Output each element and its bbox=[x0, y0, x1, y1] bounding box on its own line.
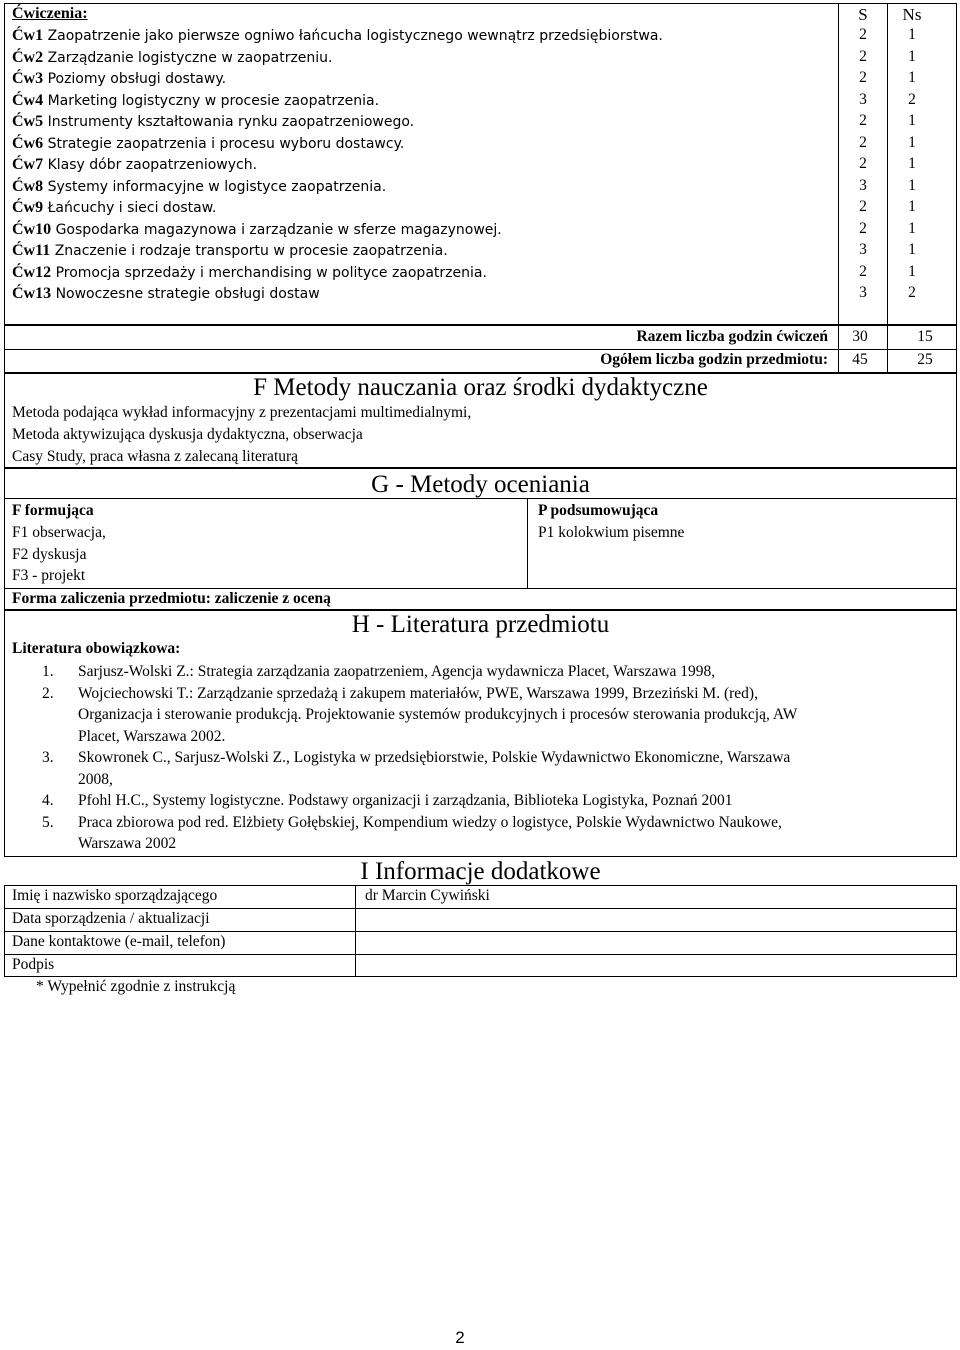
totals-divider bbox=[4, 349, 957, 350]
exercise-title: Poziomy obsługi dostawy. bbox=[47, 71, 227, 87]
exercise-code: Ćw8 bbox=[12, 177, 44, 195]
literature-item-line: Pfohl H.C., Systemy logistyczne. Podstawy organizacji i zarządzania, Biblioteka Logistyka, Poznań 2001 bbox=[78, 792, 733, 809]
exercise-code: Ćw6 bbox=[12, 134, 44, 152]
exercise-s-hours: 2 bbox=[859, 112, 867, 129]
exercise-title: Znaczenie i rodzaje transportu w procesie zaopatrzenia. bbox=[54, 243, 448, 259]
exercise-ns-hours: 1 bbox=[908, 112, 916, 129]
literature-number: 3. bbox=[42, 749, 54, 766]
info-label: Podpis bbox=[12, 956, 55, 973]
exercise-title: Systemy informacyjne w logistyce zaopatrzenia. bbox=[47, 178, 387, 195]
exercise-s-hours: 2 bbox=[859, 219, 867, 237]
exercise-code: Ćw3 bbox=[12, 70, 44, 87]
exercise-ns-hours: 1 bbox=[908, 198, 916, 215]
exercise-title: Łańcuchy i sieci dostaw. bbox=[47, 200, 217, 216]
total-subject-ns: 25 bbox=[917, 351, 933, 368]
exercise-code: Ćw5 bbox=[12, 113, 44, 130]
section-g-hline-2 bbox=[4, 588, 957, 589]
exercise-s-hours: 2 bbox=[859, 133, 867, 151]
section-f-line-2: Metoda aktywizująca dyskusja dydaktyczna, obserwacja bbox=[12, 426, 363, 443]
exercise-title: Marketing logistyczny w procesie zaopatrzenia. bbox=[47, 92, 380, 109]
exercise-title: Promocja sprzedaży i merchandising w polityce zaopatrzenia. bbox=[55, 264, 487, 281]
literature-item-line: Wojciechowski T.: Zarządzanie sprzedażą i zakupem materiałów, PWE, Warszawa 1999, Brzeziński M. (red), bbox=[78, 684, 758, 702]
exercise-s-hours: 2 bbox=[859, 262, 867, 280]
exercise-s-hours: 3 bbox=[859, 241, 867, 258]
literature-item-line: Organizacja i sterowanie produkcją. Projektowanie systemów produkcyjnych i procesów sterowania produkcją, AW bbox=[78, 706, 798, 723]
total-exercises-ns: 15 bbox=[917, 328, 933, 345]
exercise-code: Ćw11 bbox=[12, 242, 51, 259]
exercise-ns-hours: 1 bbox=[908, 26, 916, 43]
exercise-ns-hours: 1 bbox=[908, 155, 916, 172]
total-subject-s: 45 bbox=[852, 351, 868, 368]
info-value: dr Marcin Cywiński bbox=[365, 887, 490, 904]
total-exercises-s: 30 bbox=[852, 328, 868, 345]
section-g-title: G - Metody oceniania bbox=[371, 471, 590, 498]
exercise-ns-hours: 1 bbox=[908, 47, 916, 65]
col-ns-header: Ns bbox=[902, 5, 922, 24]
literature-item-line: Praca zbiorowa pod red. Elżbiety Gołębskiej, Kompendium wiedzy o logistyce, Polskie Wydawnictwo Naukowe, bbox=[78, 813, 782, 831]
exercise-s-hours: 3 bbox=[859, 284, 867, 301]
col-s-header: S bbox=[858, 5, 868, 24]
exercise-title: Klasy dóbr zaopatrzeniowych. bbox=[47, 157, 258, 173]
section-g-vline bbox=[527, 498, 528, 588]
exercise-s-hours: 2 bbox=[859, 47, 867, 65]
exercise-ns-hours: 2 bbox=[908, 284, 916, 301]
exercise-s-hours: 2 bbox=[859, 198, 867, 215]
info-label: Dane kontaktowe (e-mail, telefon) bbox=[12, 933, 226, 950]
exercise-ns-hours: 1 bbox=[908, 241, 916, 258]
exercise-row bbox=[12, 242, 448, 260]
total-exercises-label: Razem liczba godzin ćwiczeń bbox=[636, 328, 828, 345]
exercise-row bbox=[12, 70, 226, 88]
exercise-row bbox=[12, 92, 379, 110]
exercises-heading: Ćwiczenia: bbox=[12, 5, 88, 22]
formative-item-2: F2 dyskusja bbox=[12, 546, 87, 563]
formative-title: F formująca bbox=[12, 502, 94, 519]
exercise-s-hours: 2 bbox=[859, 26, 867, 43]
exercise-title: Instrumenty kształtowania rynku zaopatrzeniowego. bbox=[47, 114, 415, 130]
exercise-code: Ćw4 bbox=[12, 91, 44, 109]
exercise-row bbox=[12, 156, 257, 174]
exercise-code: Ćw1 bbox=[12, 27, 44, 44]
literature-number: 5. bbox=[42, 813, 54, 831]
section-f-line-1: Metoda podająca wykład informacyjny z prezentacjami multimedialnymi, bbox=[12, 404, 472, 421]
literature-number: 4. bbox=[42, 792, 54, 809]
exercise-row bbox=[12, 27, 663, 45]
exercise-ns-hours: 2 bbox=[908, 90, 916, 108]
summative-item-1: P1 kolokwium pisemne bbox=[538, 524, 685, 541]
summative-title: P podsumowująca bbox=[538, 502, 659, 519]
exercise-title: Zarządzanie logistyczne w zaopatrzeniu. bbox=[47, 49, 333, 66]
section-h-title: H - Literatura przedmiotu bbox=[351, 611, 610, 638]
exercise-s-hours: 2 bbox=[859, 155, 867, 172]
literature-item-line: Sarjusz-Wolski Z.: Strategia zarządzania zaopatrzeniem, Agencja wydawnicza Placet, Warszawa 1998, bbox=[78, 663, 716, 680]
section-f-line-3: Casy Study, praca własna z zalecaną literaturą bbox=[12, 448, 299, 465]
exercise-code: Ćw13 bbox=[12, 285, 52, 302]
exercise-row bbox=[12, 135, 404, 153]
exercise-row bbox=[12, 285, 320, 303]
section-f-title: F Metody nauczania oraz środki dydaktyczne bbox=[253, 374, 708, 401]
exercise-s-hours: 3 bbox=[859, 176, 867, 194]
info-row-divider bbox=[4, 908, 957, 909]
literature-number: 1. bbox=[42, 663, 54, 680]
form-label: Forma zaliczenia przedmiotu: zaliczenie z oceną bbox=[12, 590, 331, 607]
exercise-ns-hours: 1 bbox=[908, 69, 916, 86]
exercise-row bbox=[12, 199, 216, 217]
footnote: * Wypełnić zgodnie z instrukcją bbox=[36, 978, 236, 995]
exercise-ns-hours: 1 bbox=[908, 262, 916, 280]
literature-item-line: Placet, Warszawa 2002. bbox=[78, 727, 226, 745]
exercise-title: Gospodarka magazynowa i zarządzanie w sferze magazynowej. bbox=[55, 221, 502, 238]
exercise-title: Zaopatrzenie jako pierwsze ogniwo łańcucha logistycznego wewnątrz przedsiębiorstwa. bbox=[47, 28, 663, 44]
info-row-divider bbox=[4, 954, 957, 955]
exercise-s-hours: 2 bbox=[859, 69, 867, 86]
formative-item-1: F1 obserwacja, bbox=[12, 524, 106, 541]
exercise-row bbox=[12, 178, 386, 196]
exercise-s-hours: 3 bbox=[859, 90, 867, 108]
exercise-code: Ćw12 bbox=[12, 263, 52, 281]
exercise-row bbox=[12, 221, 502, 239]
exercise-row bbox=[12, 264, 487, 282]
exercise-code: Ćw9 bbox=[12, 199, 44, 216]
exercise-code: Ćw7 bbox=[12, 156, 44, 173]
info-label: Imię i nazwisko sporządzającego bbox=[12, 887, 218, 904]
section-g-hline bbox=[4, 498, 957, 499]
exercise-ns-hours: 1 bbox=[908, 176, 916, 194]
info-label: Data sporządzenia / aktualizacji bbox=[12, 910, 210, 927]
literature-number: 2. bbox=[42, 684, 54, 702]
page-number: 2 bbox=[455, 1328, 465, 1347]
exercise-row bbox=[12, 49, 333, 67]
literature-item-line: 2008, bbox=[78, 770, 113, 788]
literature-item-line: Warszawa 2002 bbox=[78, 835, 177, 852]
info-row-divider bbox=[4, 931, 957, 932]
exercise-title: Nowoczesne strategie obsługi dostaw bbox=[55, 286, 320, 302]
exercise-title: Strategie zaopatrzenia i procesu wyboru dostawcy. bbox=[47, 135, 405, 152]
exercise-code: Ćw10 bbox=[12, 220, 52, 238]
literature-subtitle: Literatura obowiązkowa: bbox=[12, 640, 181, 657]
section-i-title: I Informacje dodatkowe bbox=[360, 858, 601, 885]
exercise-ns-hours: 1 bbox=[908, 219, 916, 237]
exercise-code: Ćw2 bbox=[12, 48, 44, 66]
total-subject-label: Ogółem liczba godzin przedmiotu: bbox=[600, 351, 828, 368]
exercise-row bbox=[12, 113, 414, 131]
formative-item-3: F3 - projekt bbox=[12, 567, 86, 584]
exercise-ns-hours: 1 bbox=[908, 133, 916, 151]
literature-item-line: Skowronek C., Sarjusz-Wolski Z., Logistyka w przedsiębiorstwie, Polskie Wydawnictwo Ekonomiczne, Warszawa bbox=[78, 749, 791, 766]
